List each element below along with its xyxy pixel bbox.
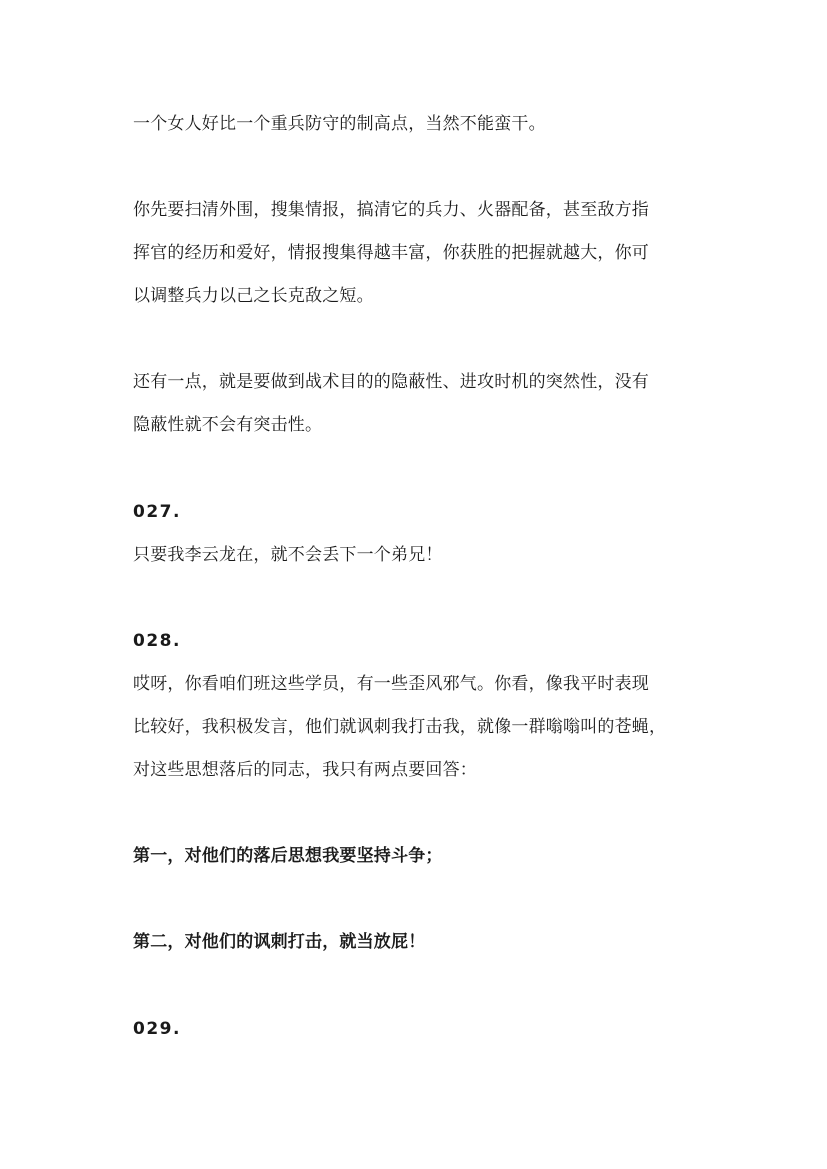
bold-point-second: 第二，对他们的讽刺打击，就当放屁！ xyxy=(133,932,426,952)
paragraph-line: 对这些思想落后的同志，我只有两点要回答： xyxy=(133,760,477,780)
bold-point-first: 第一，对他们的落后思想我要坚持斗争； xyxy=(133,846,443,866)
paragraph-line: 哎呀，你看咱们班这些学员，有一些歪风邪气。你看，像我平时表现 xyxy=(133,674,649,694)
paragraph-line: 比较好，我积极发言，他们就讽刺我打击我，就像一群嗡嗡叫的苍蝇， xyxy=(133,717,667,737)
paragraph-line: 以调整兵力以己之长克敌之短。 xyxy=(133,286,374,306)
section-number-029: 029. xyxy=(133,1019,181,1039)
paragraph-line: 挥官的经历和爱好，情报搜集得越丰富，你获胜的把握就越大，你可 xyxy=(133,243,649,263)
paragraph-line: 一个女人好比一个重兵防守的制高点，当然不能蛮干。 xyxy=(133,114,546,134)
section-number-027: 027. xyxy=(133,502,181,522)
paragraph-line: 你先要扫清外围，搜集情报，搞清它的兵力、火器配备，甚至敌方指 xyxy=(133,200,649,220)
paragraph-line: 还有一点，就是要做到战术目的的隐蔽性、进攻时机的突然性，没有 xyxy=(133,372,649,392)
paragraph-line: 只要我李云龙在，就不会丢下一个弟兄！ xyxy=(133,545,443,565)
section-number-028: 028. xyxy=(133,631,181,651)
paragraph-line: 隐蔽性就不会有突击性。 xyxy=(133,415,323,435)
